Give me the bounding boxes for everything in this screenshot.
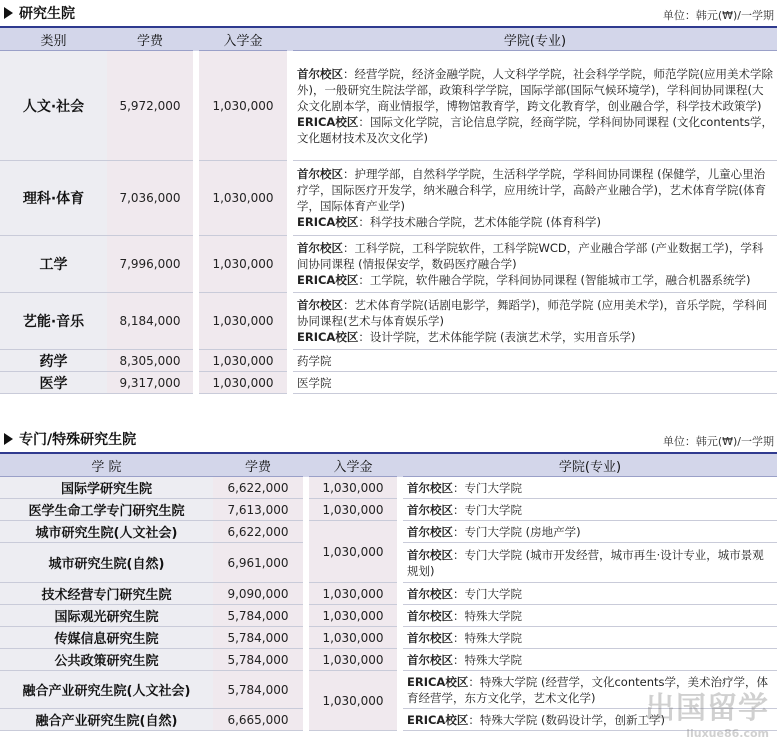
row-category: 公共政策研究生院	[0, 649, 213, 671]
row-category: 融合产业研究生院(自然)	[0, 709, 213, 731]
row-fee: 5,784,000	[213, 671, 303, 709]
watermark-logo: 出国留学 liuxue86.com	[645, 691, 769, 740]
row-fee: 6,622,000	[213, 521, 303, 543]
table-row	[0, 627, 777, 649]
table-row	[0, 605, 777, 627]
row-college: 首尔校区：工科学院，工科学院软件，工科学院WCD，产业融合学部 (产业数据工学)，学科间协同课程 (情报保安学，数码医疗融合学) ERICA校区：工学院，软件融合学院，学科间协同课程 (智能城市工学，融合机器系统学)	[293, 236, 777, 293]
row-admission: 1,030,000	[309, 499, 397, 521]
unit-label: 单位：韩元(₩)/一学期	[662, 435, 774, 448]
section-title: 研究生院	[4, 3, 75, 23]
table-row	[0, 350, 777, 372]
row-college: 首尔校区：经营学院，经济金融学院，人文科学学院，社会科学学院，师范学院(应用美术学除外)，一般研究生院法学部，政策科学学院，国际学部(国际气候环境学)，学科间协同课程(大众文化剧本学，商业情报学，博物馆教育学，跨文化教育学，创业融合学，科学技术政策学) ERICA校区：国际文化学院，言论信息学院，经商学院，学科间协同课程 (文化contents学，文化题材技术及次文化学)	[293, 51, 777, 161]
row-category: 人文·社会	[0, 51, 107, 161]
row-category: 工学	[0, 236, 107, 293]
row-college: 首尔校区：护理学部，自然科学学院，生活科学学院，学科间协同课程 (保健学，儿童心里治疗学，国际医疗开发学，纳米融合科学，应用统计学，高龄产业融合学)，艺术体育学院(体育学，国际体育产业学) ERICA校区：科学技术融合学院，艺术体能学院 (体育科学)	[293, 161, 777, 236]
row-category: 医学	[0, 372, 107, 394]
table-row	[0, 649, 777, 671]
table-row	[0, 161, 777, 236]
row-category: 传媒信息研究生院	[0, 627, 213, 649]
table-row	[0, 372, 777, 394]
row-category: 理科·体育	[0, 161, 107, 236]
row-fee: 6,665,000	[213, 709, 303, 731]
table-row	[0, 477, 777, 499]
row-admission: 1,030,000	[199, 51, 287, 161]
row-admission: 1,030,000	[309, 521, 397, 583]
header-category: 类别	[0, 26, 107, 51]
row-college: ERICA校区：特殊大学院 (数码设计学，创新工学)	[403, 709, 777, 731]
table-row	[0, 521, 777, 543]
row-fee: 5,972,000	[107, 51, 193, 161]
row-fee: 8,184,000	[107, 293, 193, 350]
table-header-row	[0, 452, 777, 477]
row-fee: 5,784,000	[213, 627, 303, 649]
row-category: 城市研究生院(人文社会)	[0, 521, 213, 543]
row-college: 首尔校区：专门大学院	[403, 499, 777, 521]
header-fee: 学费	[213, 452, 303, 477]
row-category: 城市研究生院(自然)	[0, 543, 213, 583]
row-college: 首尔校区：特殊大学院	[403, 605, 777, 627]
header-admission: 入学金	[199, 26, 287, 51]
row-fee: 9,317,000	[107, 372, 193, 394]
row-fee: 6,622,000	[213, 477, 303, 499]
row-admission: 1,030,000	[199, 293, 287, 350]
row-fee: 5,784,000	[213, 649, 303, 671]
row-admission: 1,030,000	[199, 236, 287, 293]
row-college: 首尔校区：特殊大学院	[403, 649, 777, 671]
row-college: ERICA校区：特殊大学院 (经营学，文化contents学，美术治疗学，体育经营学，东方文化学，艺术文化学)	[403, 671, 777, 709]
triangle-bullet-icon	[4, 7, 13, 19]
section-title: 专门/特殊研究生院	[4, 429, 136, 449]
row-fee: 9,090,000	[213, 583, 303, 605]
unit-label: 单位：韩元(₩)/一学期	[662, 9, 774, 22]
table-row	[0, 583, 777, 605]
tuition-table-graduate	[0, 26, 777, 394]
row-category: 技术经营专门研究生院	[0, 583, 213, 605]
row-fee: 7,996,000	[107, 236, 193, 293]
row-admission: 1,030,000	[309, 649, 397, 671]
row-category: 艺能·音乐	[0, 293, 107, 350]
row-category: 国际学研究生院	[0, 477, 213, 499]
row-admission: 1,030,000	[309, 583, 397, 605]
row-admission: 1,030,000	[309, 477, 397, 499]
row-fee: 8,305,000	[107, 350, 193, 372]
row-college: 首尔校区：专门大学院 (房地产学)	[403, 521, 777, 543]
row-category: 国际观光研究生院	[0, 605, 213, 627]
header-admission: 入学金	[309, 452, 397, 477]
table-header-row	[0, 26, 777, 51]
header-fee: 学费	[107, 26, 193, 51]
row-category: 融合产业研究生院(人文社会)	[0, 671, 213, 709]
header-college: 学院(专业)	[293, 26, 777, 51]
row-fee: 7,613,000	[213, 499, 303, 521]
row-college: 首尔校区：艺术体育学院(话剧电影学，舞蹈学)，师范学院 (应用美术学)，音乐学院，学科间协同课程(艺术与体育娱乐学) ERICA校区：设计学院，艺术体能学院 (表演艺术学，实用音乐学)	[293, 293, 777, 350]
row-college: 首尔校区：专门大学院 (城市开发经营，城市再生·设计专业，城市景观规划)	[403, 543, 777, 583]
row-college: 药学院	[293, 350, 777, 372]
table-row	[0, 51, 777, 161]
row-fee: 7,036,000	[107, 161, 193, 236]
row-college: 首尔校区：专门大学院	[403, 583, 777, 605]
row-admission: 1,030,000	[199, 350, 287, 372]
header-category: 学 院	[0, 452, 213, 477]
triangle-bullet-icon	[4, 433, 13, 445]
row-college: 首尔校区：专门大学院	[403, 477, 777, 499]
row-category: 药学	[0, 350, 107, 372]
row-admission: 1,030,000	[199, 372, 287, 394]
header-college: 学院(专业)	[403, 452, 777, 477]
section-header	[0, 426, 777, 452]
section-header	[0, 0, 777, 26]
table-row	[0, 499, 777, 521]
row-admission: 1,030,000	[309, 605, 397, 627]
row-college: 医学院	[293, 372, 777, 394]
row-category: 医学生命工学专门研究生院	[0, 499, 213, 521]
row-fee: 5,784,000	[213, 605, 303, 627]
table-row	[0, 236, 777, 293]
row-admission: 1,030,000	[199, 161, 287, 236]
row-fee: 6,961,000	[213, 543, 303, 583]
row-admission: 1,030,000	[309, 671, 397, 731]
table-row	[0, 293, 777, 350]
row-college: 首尔校区：特殊大学院	[403, 627, 777, 649]
row-admission: 1,030,000	[309, 627, 397, 649]
